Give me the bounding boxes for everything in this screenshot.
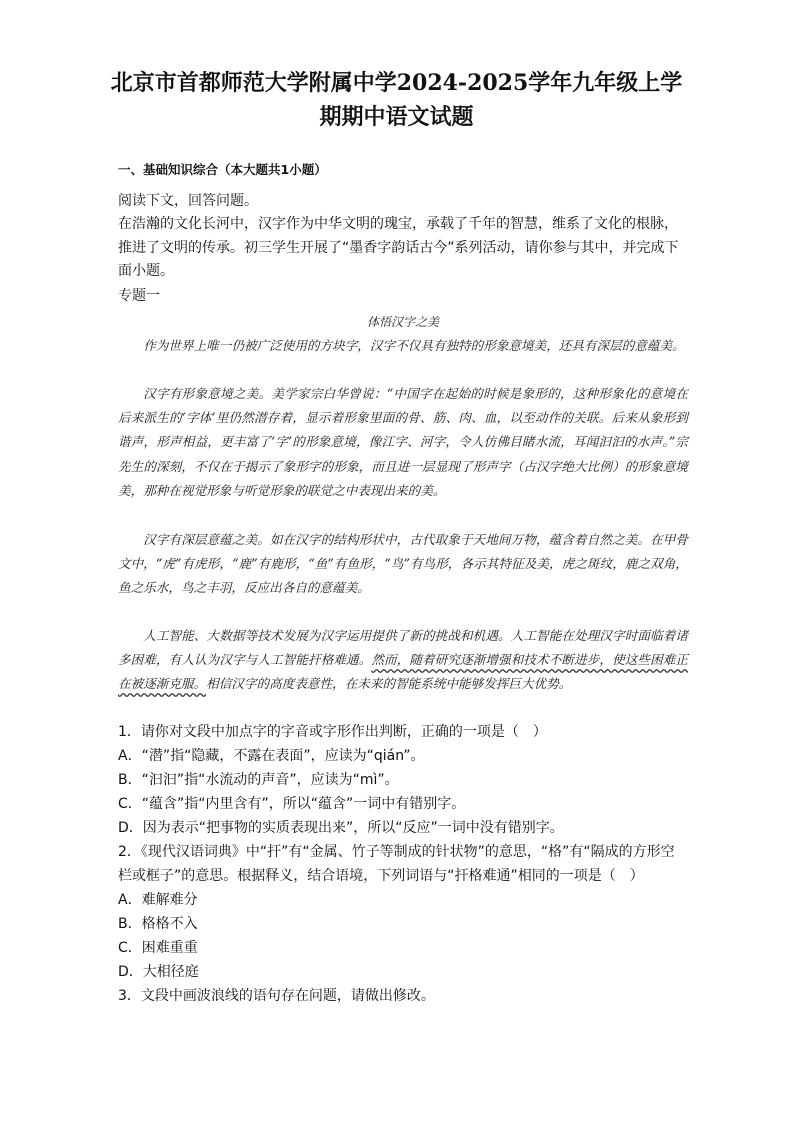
essay-p4-text-after: 相信汉字的高度表意性，在未来的智能系统中能够发挥巨大优势。 bbox=[206, 676, 572, 692]
essay-p4-text-before: 人工智能、大数据等技术发展为汉字运用提供了新的挑战和机遇。人工智能在处理汉字时面临着诸多困难，有人认为汉字与人工智能扞格难通。 bbox=[118, 628, 688, 668]
essay-paragraph-4 bbox=[118, 624, 688, 697]
essay-paragraph-1: 作为世界上唯一仍被广泛使用的方块字，汉字不仅具有独特的形象意境美，还具有深层的意蕴美。 bbox=[143, 338, 685, 353]
question-2-option-c: C．困难重重 bbox=[118, 940, 198, 956]
question-2-option-a: A．难解难分 bbox=[118, 892, 198, 908]
topic-label: 专题一 bbox=[118, 288, 160, 304]
document-title bbox=[60, 66, 733, 134]
question-2-option-b: B．格格不入 bbox=[118, 916, 198, 932]
question-list bbox=[118, 720, 688, 1008]
document-title-line1: 北京市首都师范大学附属中学2024-2025学年九年级上学 bbox=[110, 70, 683, 96]
question-1-option-c: C．“蕴含”指“内里含有”，所以“蕴含”一词中有错别字。 bbox=[118, 796, 466, 812]
document-title-line2: 期期中语文试题 bbox=[319, 104, 474, 130]
question-3: 3．文段中画波浪线的语句存在问题，请做出修改。 bbox=[118, 988, 435, 1004]
intro-paragraph: 在浩瀚的文化长河中，汉字作为中华文明的瑰宝，承载了千年的智慧，维系了文化的根脉，推进了文明的传承。初三学生开展了“墨香字韵话古今”系列活动，请你参与其中，并完成下面小题。 bbox=[118, 216, 679, 280]
question-2: 2．《现代汉语词典》中“扞”有“金属、竹子等制成的针状物”的意思，“格”有“隔成的方形空栏或框子”的意思。根据释义，结合语境，下列词语与“扞格难通”相同的一项是（ ） bbox=[118, 844, 675, 884]
question-1-option-a: A．“潜”指“隐藏，不露在表面”，应读为“qián”。 bbox=[118, 748, 425, 764]
essay-paragraph-2: 汉字有形象意境之美。美学家宗白华曾说：“中国字在起始的时候是象形的，这种形象化的意境在后来派生的‘字体’里仍然潜存着，显示着形象里面的骨、筋、肉、血，以至动作的关联。后来从象形到谐声，形声相益，更丰富了‘字’的形象意境，像江字、河字，令人仿佛目睹水流，耳闻汩汩的水声。”宗先生的深刻，不仅在于揭示了象形字的形象，而且进一层显现了形声字（占汉字绝大比例）的形象意境美，那种在视觉形象与听觉形象的联觉之中表现出来的美。 bbox=[118, 386, 688, 498]
essay-paragraph-3: 汉字有深层意蕴之美。如在汉字的结构形状中，古代取象于天地间万物，蕴含着自然之美。在甲骨文中，“虎”有虎形，“鹿”有鹿形，“鱼”有鱼形，“鸟”有鸟形，各示其特征及美，虎之斑纹，鹿之双角，鱼之乐水，鸟之丰羽，反应出各自的意蕴美。 bbox=[118, 532, 688, 596]
section-heading: 一、基础知识综合（本大题共1小题） bbox=[118, 162, 327, 177]
essay-title: 体悟汉字之美 bbox=[366, 315, 439, 329]
wavy-underlined-sentence: 然而，随着研究逐渐增强和技术不断进步，使这些困难正在被逐渐克服。 bbox=[118, 652, 689, 692]
question-1: 1．请你对文段中加点字的字音或字形作出判断，正确的一项是（ ） bbox=[118, 724, 547, 740]
question-1-option-b: B．“汩汩”指“水流动的声音”，应读为“mì”。 bbox=[118, 772, 399, 788]
intro-line: 阅读下文，回答问题。 bbox=[118, 193, 258, 209]
question-2-option-d: D．大相径庭 bbox=[118, 964, 199, 980]
question-1-option-d: D．因为表示“把事物的实质表现出来”，所以“反应”一词中没有错别字。 bbox=[118, 820, 564, 836]
